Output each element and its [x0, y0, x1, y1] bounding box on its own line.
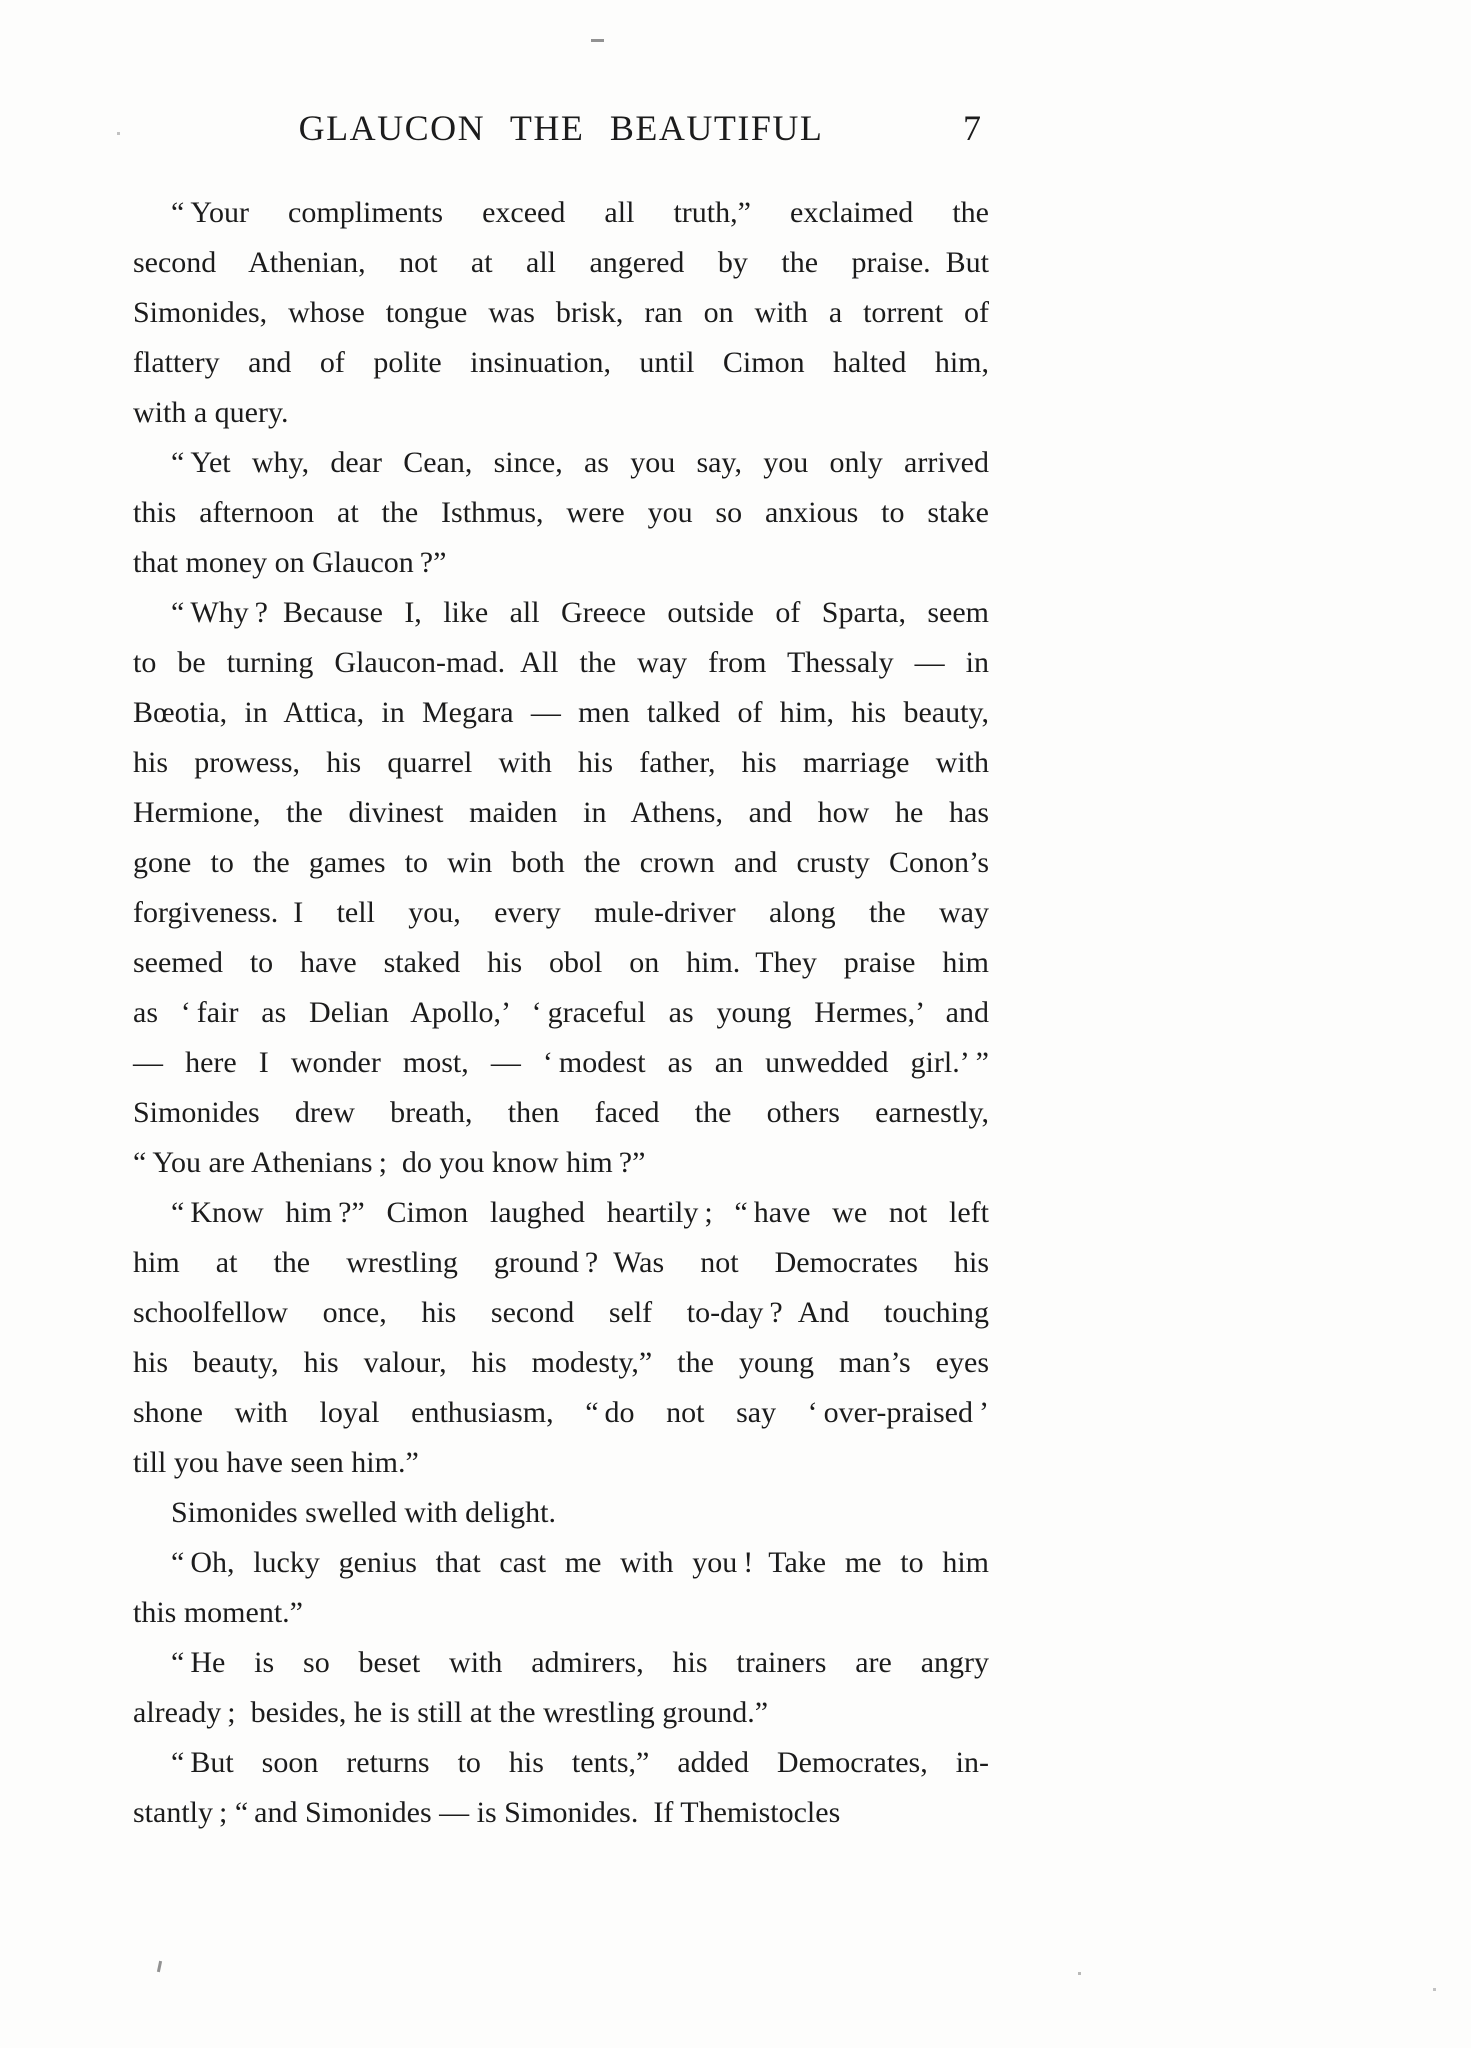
text-line: “ Why ? Because I, like all Greece outside of Sparta, seem: [171, 596, 989, 629]
paragraph: [133, 1488, 989, 1538]
text-line: shone with loyal enthusiasm, “ do not say ‘ over-praised ’: [133, 1396, 989, 1429]
text-line: “ You are Athenians ; do you know him ?”: [133, 1146, 646, 1179]
text-line: already ; besides, he is still at the wrestling ground.”: [133, 1696, 769, 1729]
text-line: seemed to have staked his obol on him. They praise him: [133, 946, 989, 979]
running-title: GLAUCON THE BEAUTIFUL: [298, 108, 824, 148]
text-line: to be turning Glaucon-mad. All the way from Thessaly — in: [133, 646, 989, 679]
text-line: Bœotia, in Attica, in Megara — men talked of him, his beauty,: [133, 696, 989, 729]
page-content: [133, 106, 989, 1838]
text-line: forgiveness. I tell you, every mule-driver along the way: [133, 896, 989, 929]
scan-speck: [117, 132, 120, 135]
text-line: Simonides drew breath, then faced the others earnestly,: [133, 1096, 989, 1129]
text-line: “ Know him ?” Cimon laughed heartily ; “ have we not left: [171, 1196, 989, 1229]
text-line: schoolfellow once, his second self to-day ? And touching: [133, 1296, 989, 1329]
paragraph: [133, 1538, 989, 1638]
text-line: — here I wonder most, — ‘ modest as an unwedded girl.’ ”: [133, 1046, 989, 1079]
body-text: [133, 188, 989, 1838]
text-line: Simonides, whose tongue was brisk, ran on with a torrent of: [133, 296, 989, 329]
paragraph: [133, 1188, 989, 1488]
text-line: as ‘ fair as Delian Apollo,’ ‘ graceful as young Hermes,’ and: [133, 996, 989, 1029]
text-line: him at the wrestling ground ? Was not Democrates his: [133, 1246, 989, 1279]
text-line: second Athenian, not at all angered by the praise. But: [133, 246, 989, 279]
text-line: this moment.”: [133, 1596, 303, 1629]
page-header: [133, 106, 989, 150]
text-line: Simonides swelled with delight.: [171, 1496, 556, 1529]
scan-speck: [1433, 1988, 1436, 1991]
paragraph: [133, 1638, 989, 1738]
text-line: this afternoon at the Isthmus, were you so anxious to stake: [133, 496, 989, 529]
text-line: flattery and of polite insinuation, until Cimon halted him,: [133, 346, 989, 379]
paragraph: [133, 188, 989, 438]
text-line: Hermione, the divinest maiden in Athens, and how he has: [133, 796, 989, 829]
text-line: “ Yet why, dear Cean, since, as you say, you only arrived: [171, 446, 989, 479]
page-number: 7: [963, 108, 981, 148]
text-line: “ Oh, lucky genius that cast me with you ! Take me to him: [171, 1546, 989, 1579]
paragraph: [133, 1738, 989, 1838]
text-line: “ Your compliments exceed all truth,” exclaimed the: [171, 196, 989, 229]
text-line: gone to the games to win both the crown and crusty Conon’s: [133, 846, 989, 879]
text-line: that money on Glaucon ?”: [133, 546, 447, 579]
text-line: “ But soon returns to his tents,” added Democrates, in-: [171, 1746, 989, 1779]
text-line: with a query.: [133, 396, 289, 429]
paragraph: [133, 588, 989, 1188]
paragraph: [133, 438, 989, 588]
scan-speck: [591, 39, 604, 42]
text-line: till you have seen him.”: [133, 1446, 419, 1479]
text-line: his prowess, his quarrel with his father, his marriage with: [133, 746, 989, 779]
text-line: stantly ; “ and Simonides — is Simonides. If Themistocles: [133, 1796, 841, 1829]
text-line: “ He is so beset with admirers, his trainers are angry: [171, 1646, 989, 1679]
scan-speck: [1078, 1972, 1081, 1975]
text-line: his beauty, his valour, his modesty,” the young man’s eyes: [133, 1346, 989, 1379]
scan-speck: [157, 1961, 162, 1972]
